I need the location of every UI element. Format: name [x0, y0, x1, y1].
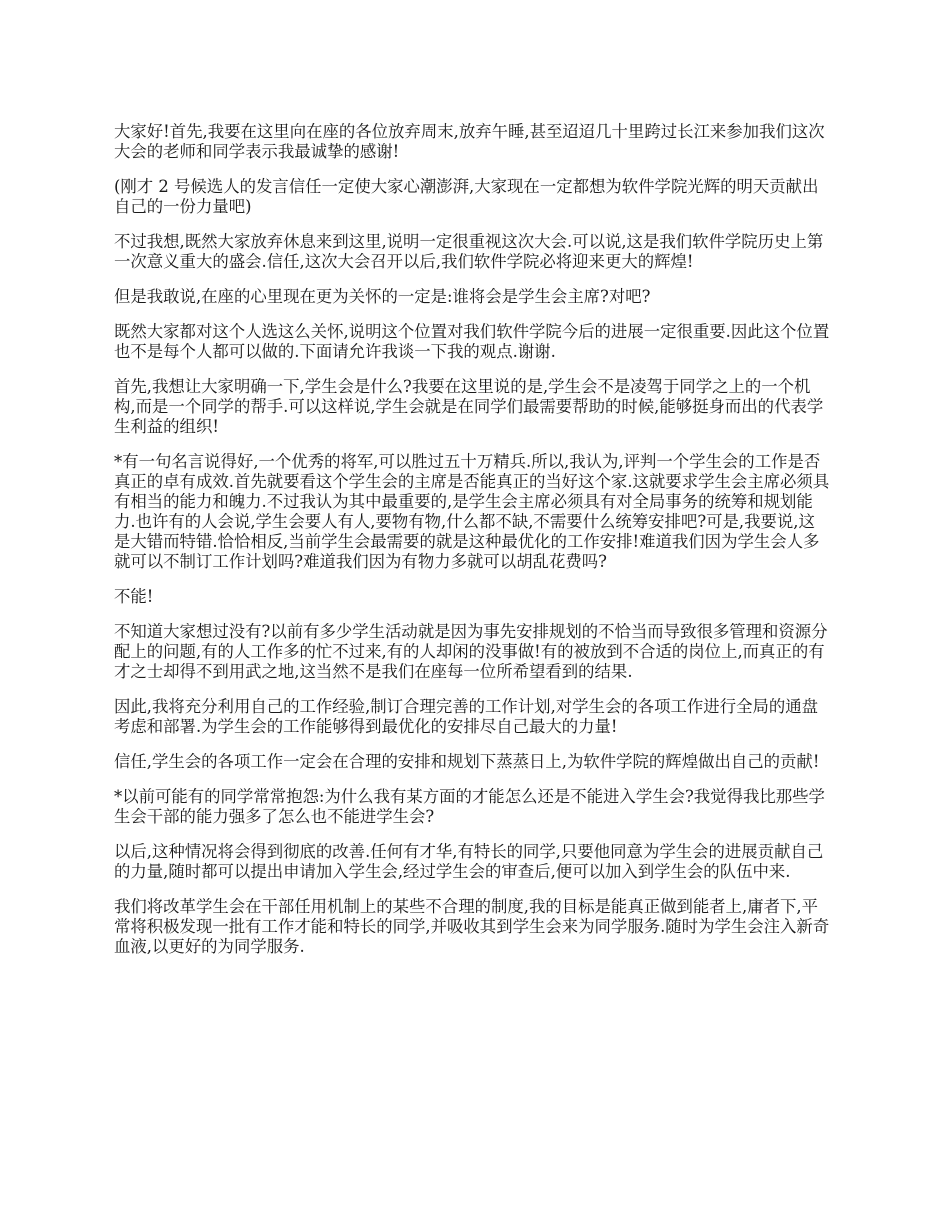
paragraph: *以前可能有的同学常常抱怨:为什么我有某方面的才能怎么还是不能进入学生会?我觉得我比那些学生会干部的能力强多了怎么也不能进学生会? [114, 787, 825, 826]
paragraph: 但是我敢说,在座的心里现在更为关怀的一定是:谁将会是学生会主席?对吧? [114, 287, 651, 306]
paragraph: 信任,学生会的各项工作一定会在合理的安排和规划下蒸蒸日上,为软件学院的辉煌做出自己的贡献! [114, 752, 820, 771]
paragraph: (刚才 2 号候选人的发言信任一定使大家心潮澎湃,大家现在一定都想为软件学院光辉的明天贡献出自己的一份力量吧) [114, 177, 819, 216]
paragraph: *有一句名言说得好,一个优秀的将军,可以胜过五十万精兵.所以,我认为,评判一个学生会的工作是否真正的卓有成效.首先就要看这个学生会的主席是否能真正的当好这个家.这就要求学生会主席必须具有相当的能力和魄力.不过我认为其中最重要的,是学生会主席必须具有对全局事务的统筹和规划能力.也许有的人会说,学生会要人有人,要物有物,什么都不缺,不需要什么统筹安排吧?可是,我要说,这是大错而特错.恰恰相反,当前学生会最需要的就是这种最优化的工作安排!难道我们因为学生会人多就可以不制订工作计划吗?难道我们因为有物力多就可以胡乱花费吗? [114, 452, 830, 571]
paragraph: 以后,这种情况将会得到彻底的改善.任何有才华,有特长的同学,只要他同意为学生会的进展贡献自己的力量,随时都可以提出申请加入学生会,经过学生会的审查后,便可以加入到学生会的队伍中来. [114, 842, 824, 881]
paragraph: 首先,我想让大家明确一下,学生会是什么?我要在这里说的是,学生会不是凌驾于同学之上的一个机构,而是一个同学的帮手.可以这样说,学生会就是在同学们最需要帮助的时候,能够挺身而出的代表学生利益的组织! [114, 377, 824, 436]
paragraph: 我们将改革学生会在干部任用机制上的某些不合理的制度,我的目标是能真正做到能者上,庸者下,平常将积极发现一批有工作才能和特长的同学,并吸收其到学生会来为同学服务.随时为学生会注入新奇血液,以更好的为同学服务. [114, 897, 830, 956]
paragraph: 大家好!首先,我要在这里向在座的各位放弃周末,放弃午睡,甚至迢迢几十里跨过长江来参加我们这次大会的老师和同学表示我最诚挚的感谢! [114, 122, 825, 161]
paragraph: 不知道大家想过没有?以前有多少学生活动就是因为事先安排规划的不恰当而导致很多管理和资源分配上的问题,有的人工作多的忙不过来,有的人却闲的没事做!有的被放到不合适的岗位上,而真正的有才之士却得不到用武之地,这当然不是我们在座每一位所希望看到的结果. [114, 622, 828, 681]
paragraph: 不过我想,既然大家放弃休息来到这里,说明一定很重视这次大会.可以说,这是我们软件学院历史上第一次意义重大的盛会.信任,这次大会召开以后,我们软件学院必将迎来更大的辉煌! [114, 232, 824, 271]
paragraph: 因此,我将充分利用自己的工作经验,制订合理完善的工作计划,对学生会的各项工作进行全局的通盘考虑和部署.为学生会的工作能够得到最优化的安排尽自己最大的力量! [114, 697, 819, 736]
paragraph: 既然大家都对这个人选这么关怀,说明这个位置对我们软件学院今后的进展一定很重要.因此这个位置也不是每个人都可以做的.下面请允许我谈一下我的观点.谢谢. [114, 322, 830, 361]
paragraph: 不能! [114, 587, 154, 606]
document-body [114, 122, 830, 972]
